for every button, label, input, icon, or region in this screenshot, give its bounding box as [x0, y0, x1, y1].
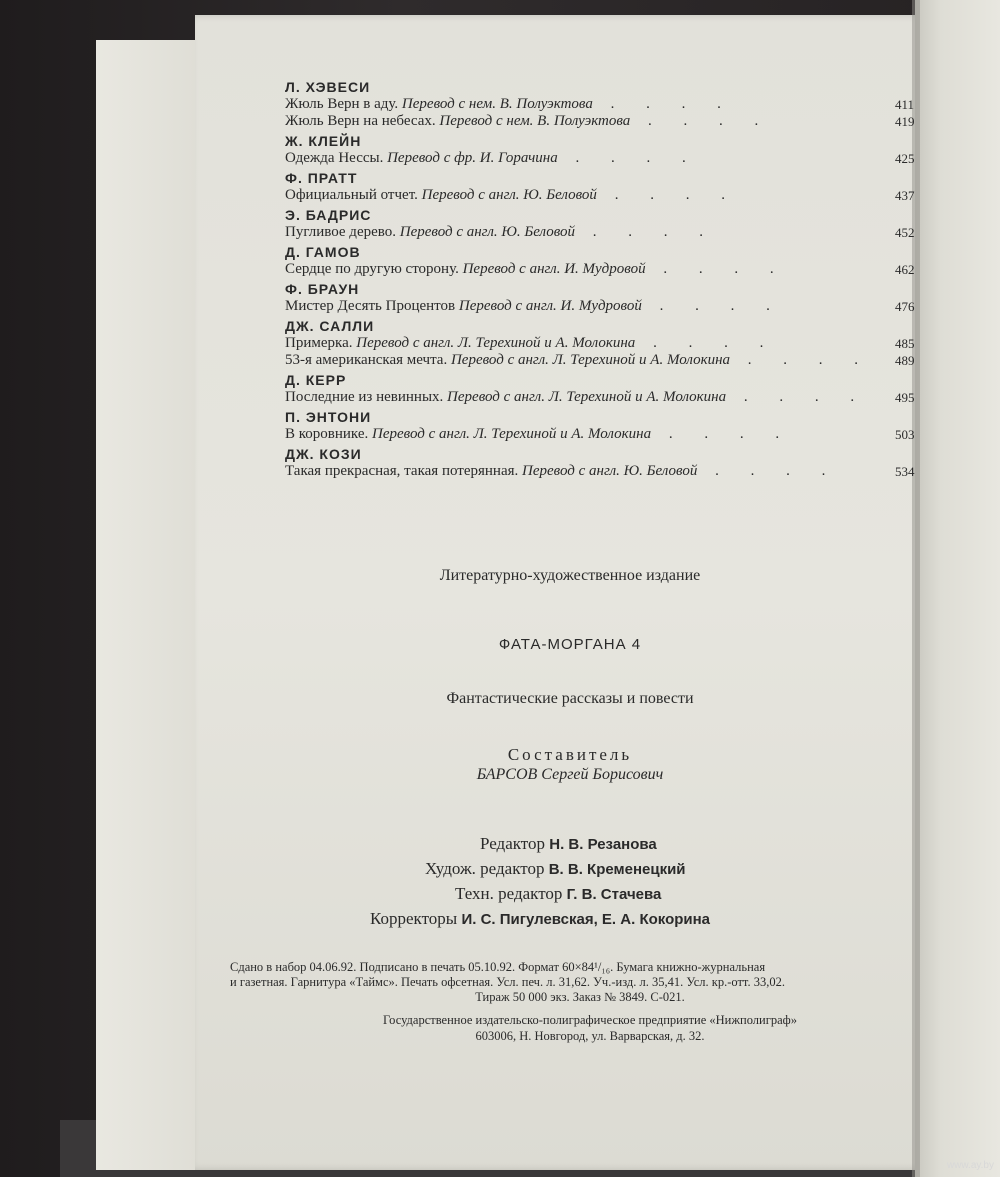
toc-item-title: В коровнике.	[285, 426, 369, 442]
toc-item-title: Пугливое дерево.	[285, 224, 396, 240]
toc-author: Ф. БРАУН	[285, 281, 360, 297]
toc-author: ДЖ. САЛЛИ	[285, 318, 375, 334]
toc-entry	[285, 78, 925, 130]
toc-item-title: Такая прекрасная, такая потерянная.	[285, 463, 519, 479]
toc-page-number: 503	[895, 427, 915, 442]
watermark: www.ay.by	[946, 1160, 994, 1171]
toc-entry	[285, 445, 925, 480]
imprint-line: и газетная. Гарнитура «Таймс». Печать офсетная. Усл. печ. л. 31,62. Уч.-изд. л. 35,41. Усл. кр.-отт. 33,02.	[230, 975, 785, 989]
toc-item	[285, 463, 925, 480]
toc-item	[285, 150, 925, 167]
toc-item	[285, 187, 925, 204]
toc-item	[285, 224, 925, 241]
toc-author: Д. КЕРР	[285, 372, 347, 388]
toc-item-title: Мистер Десять Процентов	[285, 298, 456, 314]
leader-dots: . . . .	[641, 298, 784, 314]
leader-dots: . . . .	[596, 187, 739, 203]
leader-dots: . . . .	[697, 463, 840, 479]
toc-item-title: Официальный отчет.	[285, 187, 418, 203]
toc-item-translator: Перевод с англ. Ю. Беловой	[421, 187, 597, 203]
credit-line: Корректоры И. С. Пигулевская, Е. А. Кокорина	[370, 909, 711, 928]
toc-page-number: 534	[895, 464, 915, 479]
edition-type: Литературно-художественное издание	[439, 567, 701, 584]
publisher-line: 603006, Н. Новгород, ул. Варварская, д. 32.	[475, 1029, 705, 1043]
toc-entry	[285, 243, 925, 278]
toc-item-translator: Перевод с англ. Л. Терехиной и А. Молокина	[372, 426, 652, 442]
toc-item-translator: Перевод с англ. И. Мудровой	[458, 298, 642, 314]
toc-item	[285, 96, 925, 113]
toc-author: Л. ХЭВЕСИ	[285, 79, 371, 95]
toc-page-number: 485	[895, 336, 915, 351]
credit-line: Худож. редактор В. В. Кременецкий	[425, 859, 686, 878]
toc-author: Ж. КЛЕЙН	[285, 133, 362, 149]
credit-line: Техн. редактор Г. В. Стачева	[455, 884, 662, 903]
toc-entry	[285, 132, 925, 167]
toc-item-translator: Перевод с фр. И. Горачина	[387, 150, 558, 166]
toc-page-number: 476	[895, 299, 915, 314]
leader-dots: . . . .	[575, 224, 718, 240]
toc-author: Э. БАДРИС	[285, 207, 372, 223]
toc-item	[285, 298, 925, 315]
toc-author: ДЖ. КОЗИ	[285, 446, 362, 462]
leader-dots: . . . .	[592, 96, 735, 112]
toc-item-translator: Перевод с нем. В. Полуэктова	[439, 113, 631, 129]
toc-item	[285, 261, 925, 278]
toc-item-translator: Перевод с англ. Л. Терехиной и А. Молокина	[356, 335, 636, 351]
leader-dots: . . . .	[557, 150, 700, 166]
toc-page-number: 495	[895, 390, 915, 405]
toc-item	[285, 113, 925, 130]
toc-author: Ф. ПРАТТ	[285, 170, 358, 186]
toc-page-number: 437	[895, 188, 915, 203]
toc-page-number: 489	[895, 353, 915, 368]
leader-dots: . . . .	[635, 335, 778, 351]
compiler-name: БАРСОВ Сергей Борисович	[476, 766, 664, 783]
compiler-label: Составитель	[507, 745, 633, 764]
toc-entry	[285, 206, 925, 241]
toc-item-title: Примерка.	[285, 335, 353, 351]
imprint	[230, 960, 930, 1005]
toc-entry	[285, 317, 925, 369]
toc-page-number: 425	[895, 151, 915, 166]
toc-item-translator: Перевод с англ. Л. Терехиной и А. Молокина	[450, 352, 731, 368]
credits	[370, 832, 890, 932]
book-subtitle: Фантастические рассказы и повести	[446, 690, 694, 707]
leader-dots: . . . .	[651, 426, 794, 442]
toc-item-title: Жюль Верн на небесах.	[285, 113, 436, 129]
toc-entry	[285, 408, 925, 443]
toc-item	[285, 352, 925, 369]
toc-entry	[285, 169, 925, 204]
toc-page-number: 419	[895, 114, 915, 129]
toc-entry	[285, 280, 925, 315]
toc-page-number: 452	[895, 225, 915, 240]
toc-entry	[285, 371, 925, 406]
table-of-contents	[285, 78, 925, 482]
publisher-info	[310, 1012, 870, 1044]
toc-item-title: 53-я американская мечта.	[285, 352, 448, 368]
toc-author: Д. ГАМОВ	[285, 244, 361, 260]
leader-dots: . . . .	[630, 113, 773, 129]
toc-author: П. ЭНТОНИ	[285, 409, 372, 425]
toc-item-translator: Перевод с англ. Л. Терехиной и А. Молокина	[447, 389, 727, 405]
toc-item-translator: Перевод с англ. И. Мудровой	[462, 261, 646, 277]
toc-item-title: Одежда Нессы.	[285, 150, 384, 166]
leader-dots: . . . .	[726, 389, 869, 405]
toc-item	[285, 389, 925, 406]
leader-dots: . . . .	[645, 261, 788, 277]
toc-page-number: 462	[895, 262, 915, 277]
toc-item-translator: Перевод с англ. Ю. Беловой	[399, 224, 576, 240]
toc-item-translator: Перевод с англ. Ю. Беловой	[522, 463, 698, 479]
toc-item-title: Жюль Верн в аду.	[285, 96, 399, 112]
toc-item-title: Последние из невинных.	[285, 389, 444, 405]
toc-item	[285, 426, 925, 443]
credit-line: Редактор Н. В. Резанова	[480, 834, 657, 853]
book-title: ФАТА-МОРГАНА 4	[498, 636, 642, 653]
publisher-line: Государственное издательско-полиграфическое предприятие «Нижполиграф»	[383, 1013, 797, 1027]
leader-dots: . . . .	[730, 352, 873, 368]
toc-item-translator: Перевод с нем. В. Полуэктова	[401, 96, 593, 112]
toc-page-number: 411	[895, 97, 915, 112]
toc-item	[285, 335, 925, 352]
imprint-line: Тираж 50 000 экз. Заказ № 3849. С-021.	[475, 990, 685, 1004]
imprint-line: Сдано в набор 04.06.92. Подписано в печать 05.10.92. Формат 60×84¹/₁₆. Бумага книжно-журнальная	[230, 960, 766, 974]
toc-item-title: Сердце по другую сторону.	[285, 261, 459, 277]
